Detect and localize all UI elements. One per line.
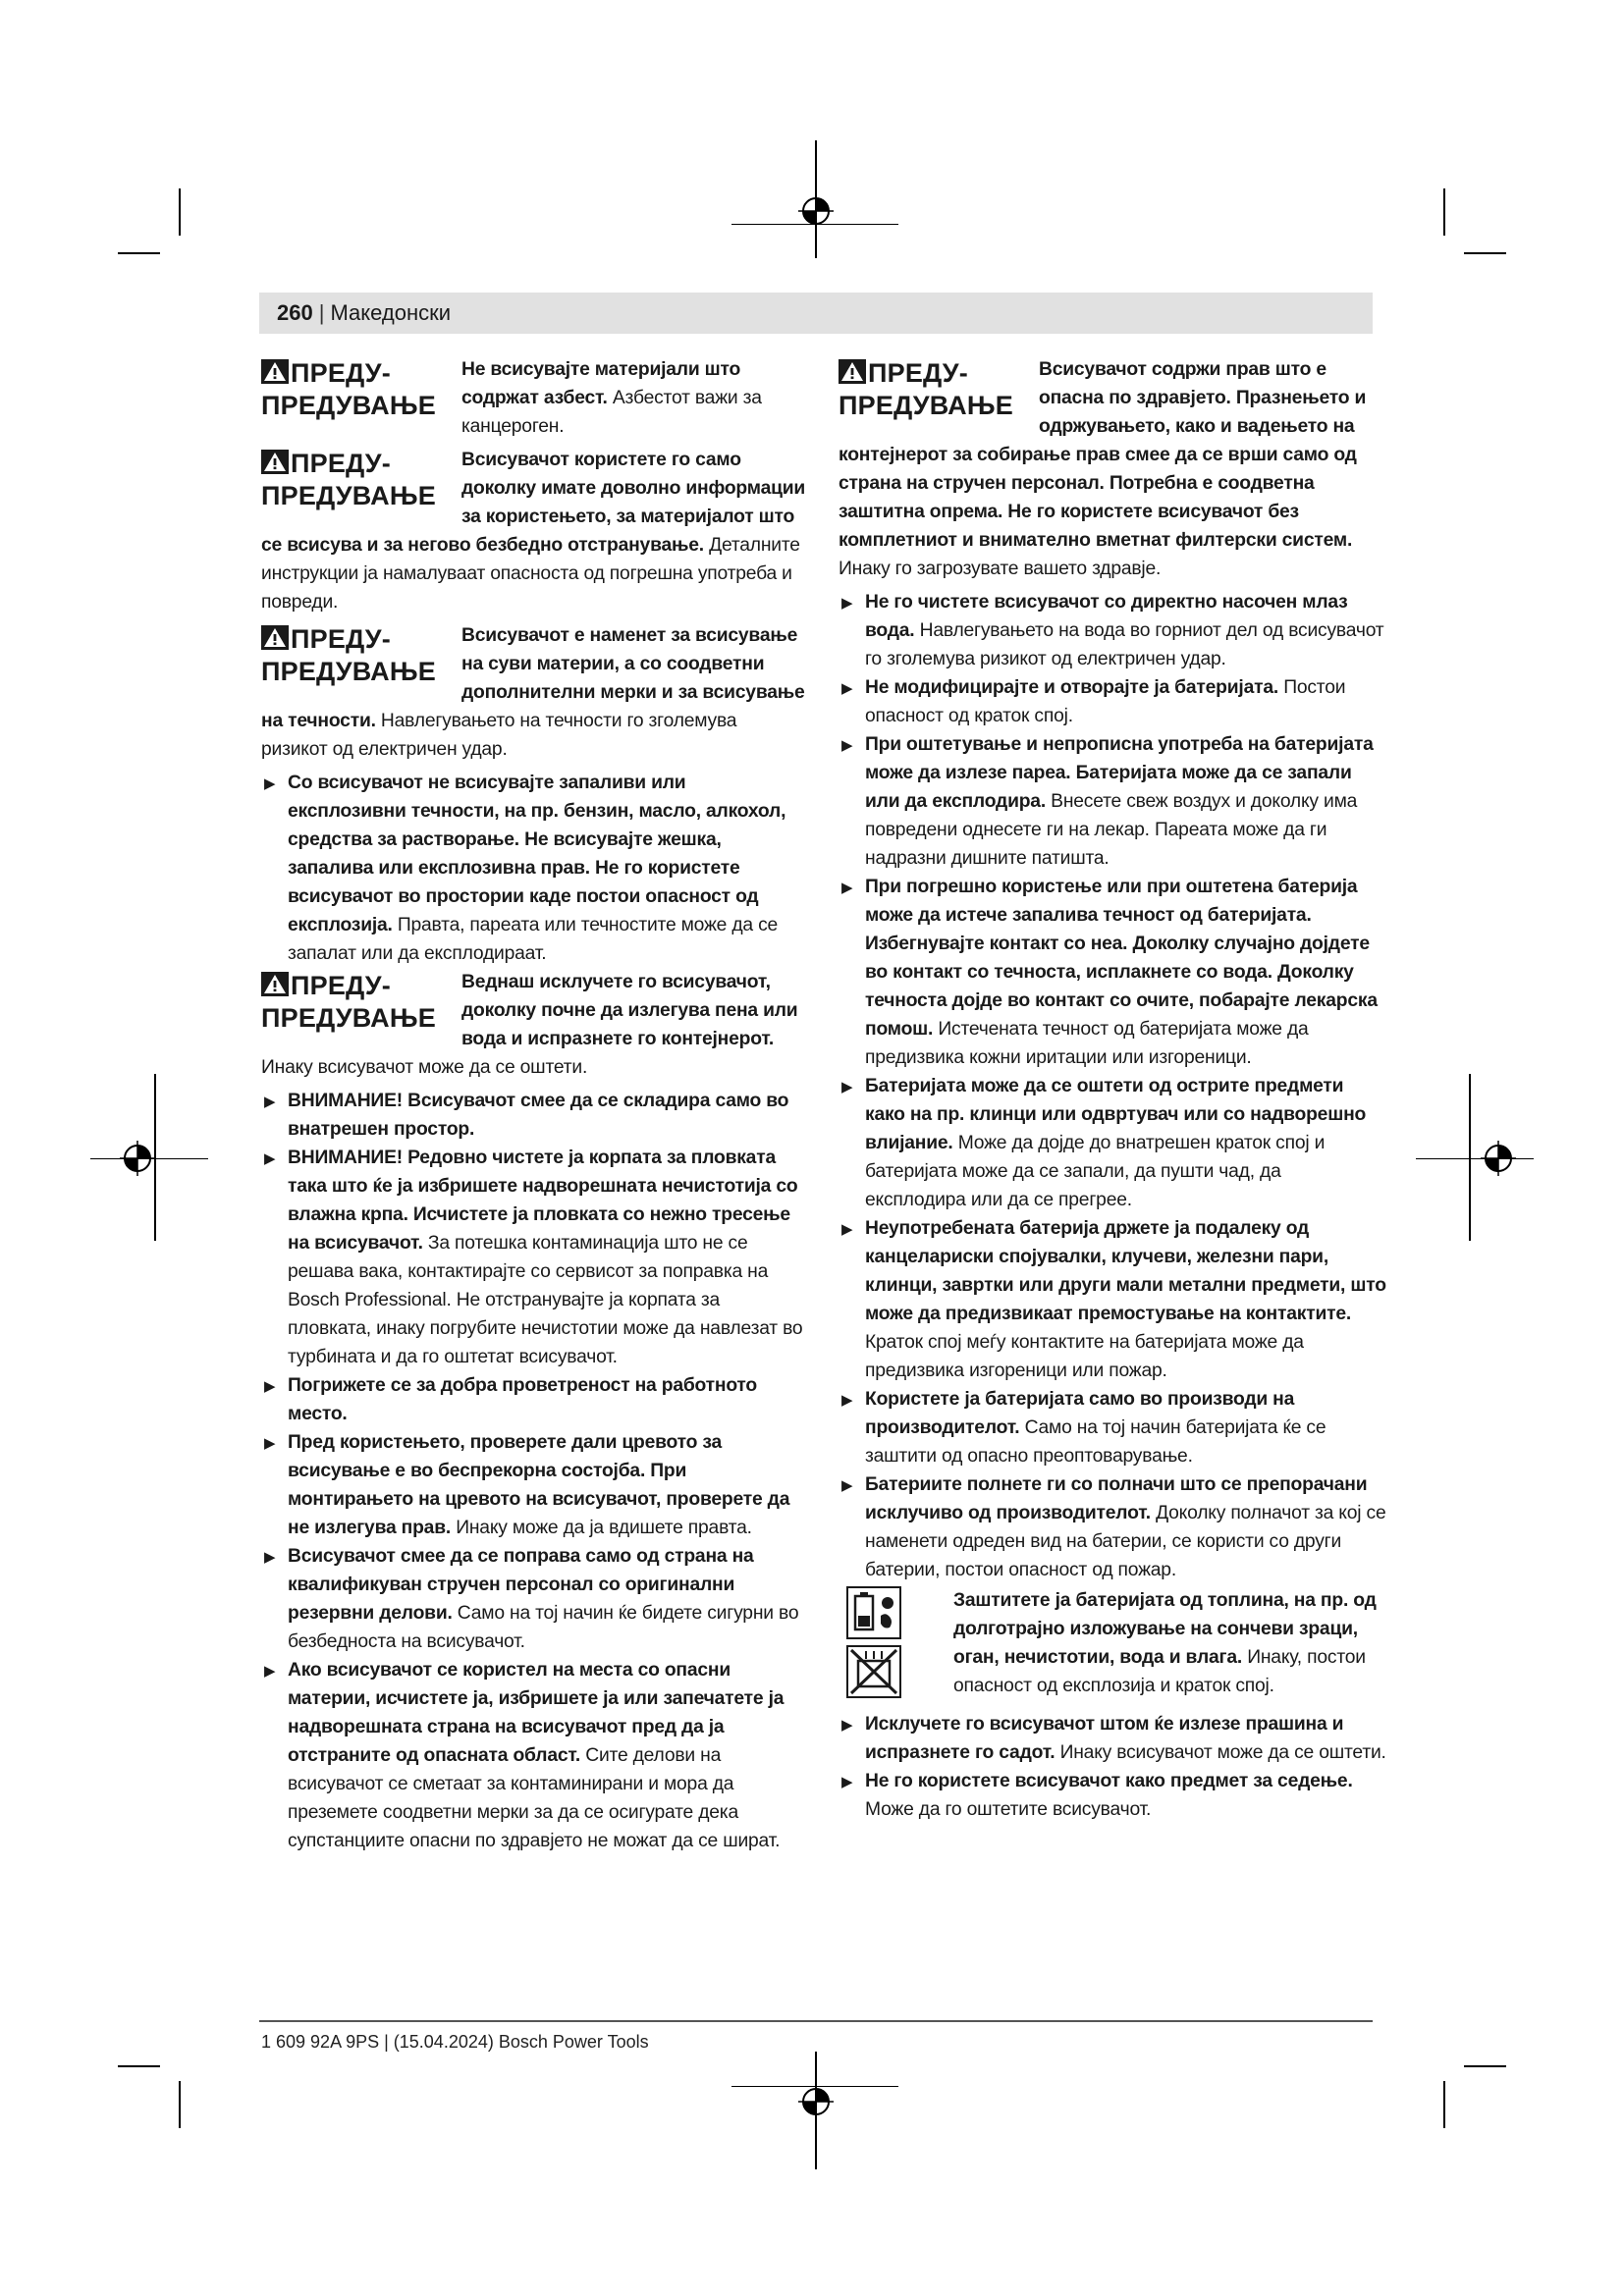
registration-line: [1416, 1158, 1534, 1159]
bullet-item: ▶ Користете ја батеријата само во производи на производителот. Само на тој начин батеријата ќе се заштити од опасно преоптоварување.: [839, 1385, 1386, 1470]
note-text: Заштитете ја батеријата од топлина, на пр. од долготрајно изложување на сончеви зраци, оган, нечистотии, вода и влага. Инаку, постои опасност од експлозија и краток спој.: [953, 1590, 1377, 1696]
registration-mark-icon: [120, 1141, 155, 1176]
registration-mark-icon: [798, 193, 834, 229]
crop-mark: [179, 188, 181, 236]
warning-block: [261, 355, 807, 441]
page-header: [259, 293, 1373, 334]
warning-triangle-icon: [261, 359, 289, 384]
bullet-item: ▶ Погрижете се за добра проветреност на работното место.: [261, 1371, 807, 1428]
warning-text: Не всисувајте материјали што содржат азбест. Азбестот важи за канцероген.: [461, 359, 762, 437]
page-footer: 1 609 92A 9PS | (15.04.2024) Bosch Power Tools: [261, 2032, 649, 2052]
warning-triangle-icon: [261, 450, 289, 474]
warning-text: Всисувачот содржи прав што е опасна по здравјето. Празнењето и одржувањето, како и вадењето на контејнерот за собирање прав смее да се врши само од страна на стручен персонал. Потребна е соодветна заштитна опрема. Не го користете всисувачот без комплетниот и внимателно вметнат филтерски систем. Инаку го загрозувате вашето здравје.: [839, 359, 1367, 579]
crop-mark: [1443, 2081, 1445, 2128]
bullet-item: ▶ Исклучете го всисувачот штом ќе излезе прашина и испразнете го садот. Инаку всисувачот може да се оштети.: [839, 1710, 1386, 1767]
warning-title: ПРЕДУ-ПРЕДУВАЊЕ: [261, 971, 436, 1033]
warning-text: Всисувачот користете го само доколку имате доволно информации за користењето, за материјалот што се всисува и за негово безбедно отстранување. Деталните инструкции ја намалуваат опасноста од погрешна употреба и повреди.: [261, 450, 806, 613]
bullet-item: ▶ Не модифицирајте и отворајте ја батеријата. Постои опасност од краток спој.: [839, 673, 1386, 730]
bullet-item: ▶ Всисувачот смее да се поправа само од страна на квалификуван стручен персонал со оригинални резервни делови. Само на тој начин ќе бидете сигурни во безбедноста на всисувачот.: [261, 1542, 807, 1656]
registration-line: [1469, 1074, 1471, 1241]
battery-no-water-icon: [846, 1645, 901, 1698]
registration-mark-icon: [798, 2084, 834, 2119]
bullet-item: ▶ Не го чистете всисувачот со директно насочен млаз вода. Навлегувањето на вода во горниот дел од всисувачот го зголемува ризикот од електричен удар.: [839, 588, 1386, 673]
bullet-item: ▶ При оштетување и непрописна употреба на батеријата може да излезе пареа. Батеријата може да се запали или да експлодира. Внесете свеж воздух и доколку има повредени однесете ги на лекар. Пареата може да ги надразни дишните патишта.: [839, 730, 1386, 873]
bullet-item: ▶ Ако всисувачот се користел на места со опасни материи, исчистете ја, избришете ја или запечатете ја надворешната страна на всисувачот пред да ја отстраните од опасната област. Сите делови на всисувачот се сметаат за контаминирани и мора да преземете соодветни мерки за да се осигурате дека супстанциите опасни по здравјето не можат да се шират.: [261, 1656, 807, 1855]
warning-block: [839, 355, 1386, 583]
warning-triangle-icon: [261, 625, 289, 650]
warning-block: [261, 968, 807, 1082]
bullet-item: ▶ Со всисувачот не всисувајте запаливи или експлозивни течности, на пр. бензин, масло, алкохол, средства за растворање. Не всисувајте жешка, запалива или експлозивна прав. Не го користете всисувачот во простории каде постои опасност од експлозија. Правта, пареата или течностите може да се запалат или да експлодираат.: [261, 769, 807, 968]
crop-mark: [1464, 252, 1506, 254]
warning-text: Всисувачот е наменет за всисување на суви материи, а со соодветни дополнителни мерки и за всисување на течности. Навлегувањето на течности го зголемува ризикот од електричен удар.: [261, 625, 805, 760]
registration-mark-icon: [1481, 1141, 1516, 1176]
crop-mark: [179, 2081, 181, 2128]
bullet-item: ▶ ВНИМАНИЕ! Всисувачот смее да се складира само во внатрешен простор.: [261, 1087, 807, 1144]
warning-block: [261, 446, 807, 616]
bullet-item: ▶ Батериите полнете ги со полначи што се препорачани исклучиво од производителот. Доколку полначот за кој се наменети одреден вид на батерии, се користи со други батерии, постои опасност од пожар.: [839, 1470, 1386, 1584]
footer-divider: [259, 2020, 1373, 2022]
crop-mark: [1443, 188, 1445, 236]
bullet-item: ▶ ВНИМАНИЕ! Редовно чистете ја корпата за пловката така што ќе ја избришете надворешната нечистотија со влажна крпа. Исчистете ја пловката со нежно тресење на всисувачот. За потешка контаминација што не се решава вака, контактирајте со сервисот за поправка на Bosch Professional. Не отстранувајте ја корпата за пловката, инаку погрубите нечистотии може да навлезат во турбината и да го оштетат всисувачот.: [261, 1144, 807, 1371]
crop-mark: [1464, 2065, 1506, 2067]
warning-triangle-icon: [261, 972, 289, 996]
language-label: Македонски: [330, 300, 452, 325]
crop-mark: [118, 252, 160, 254]
header-separator: |: [318, 300, 325, 325]
warning-title: ПРЕДУ-ПРЕДУВАЊЕ: [261, 624, 436, 686]
warning-title: ПРЕДУ-ПРЕДУВАЊЕ: [261, 449, 436, 510]
warning-block: [261, 621, 807, 764]
bullet-item: ▶ Батеријата може да се оштети од острите предмети како на пр. клинци или одвртувач или со надворешно влијание. Може да дојде до внатрешен краток спој и батеријата може да се запали, да пушти чад, да експлодира или да се прегрее.: [839, 1072, 1386, 1214]
warning-triangle-icon: [839, 359, 866, 384]
bullet-item: ▶ При погрешно користење или при оштетена батерија може да истече запалива течност од батеријата. Избегнувајте контакт со неа. Доколку случајно дојдете во контакт со течноста, исплакнете со вода. Доколку течноста дојде во контакт со очите, побарајте лекарска помош. Истечената течност од батеријата може да предизвика кожни иритации или изгореници.: [839, 873, 1386, 1072]
warning-title: ПРЕДУ-ПРЕДУВАЊЕ: [839, 358, 1013, 420]
battery-protection-note: [839, 1586, 1386, 1702]
warning-text: Веднаш исклучете го всисувачот, доколку почне да излегува пена или вода и испразнете го контејнерот. Инаку всисувачот може да се оштети.: [261, 972, 798, 1078]
bullet-item: ▶ Неупотребената батерија држете ја подалеку од канцелариски спојувалки, клучеви, железни пари, клинци, завртки или други мали метални предмети, што може да предизвикаат премостување на контактите. Краток спој меѓу контактите на батеријата може да предизвика изгореници или пожар.: [839, 1214, 1386, 1385]
warning-title: ПРЕДУ-ПРЕДУВАЊЕ: [261, 358, 436, 420]
page-number: 260: [277, 300, 313, 325]
right-column: [839, 355, 1386, 1824]
crop-mark: [118, 2065, 160, 2067]
battery-heat-sun-icon: [846, 1586, 901, 1639]
bullet-item: ▶ Не го користете всисувачот како предмет за седење. Може да го оштетите всисувачот.: [839, 1767, 1386, 1824]
bullet-item: ▶ Пред користењето, проверете дали цревото за всисување е во беспрекорна состојба. При монтирањето на цревото на всисувачот, проверете да не излегува прав. Инаку може да ја вдишете правта.: [261, 1428, 807, 1542]
left-column: [261, 355, 807, 1855]
